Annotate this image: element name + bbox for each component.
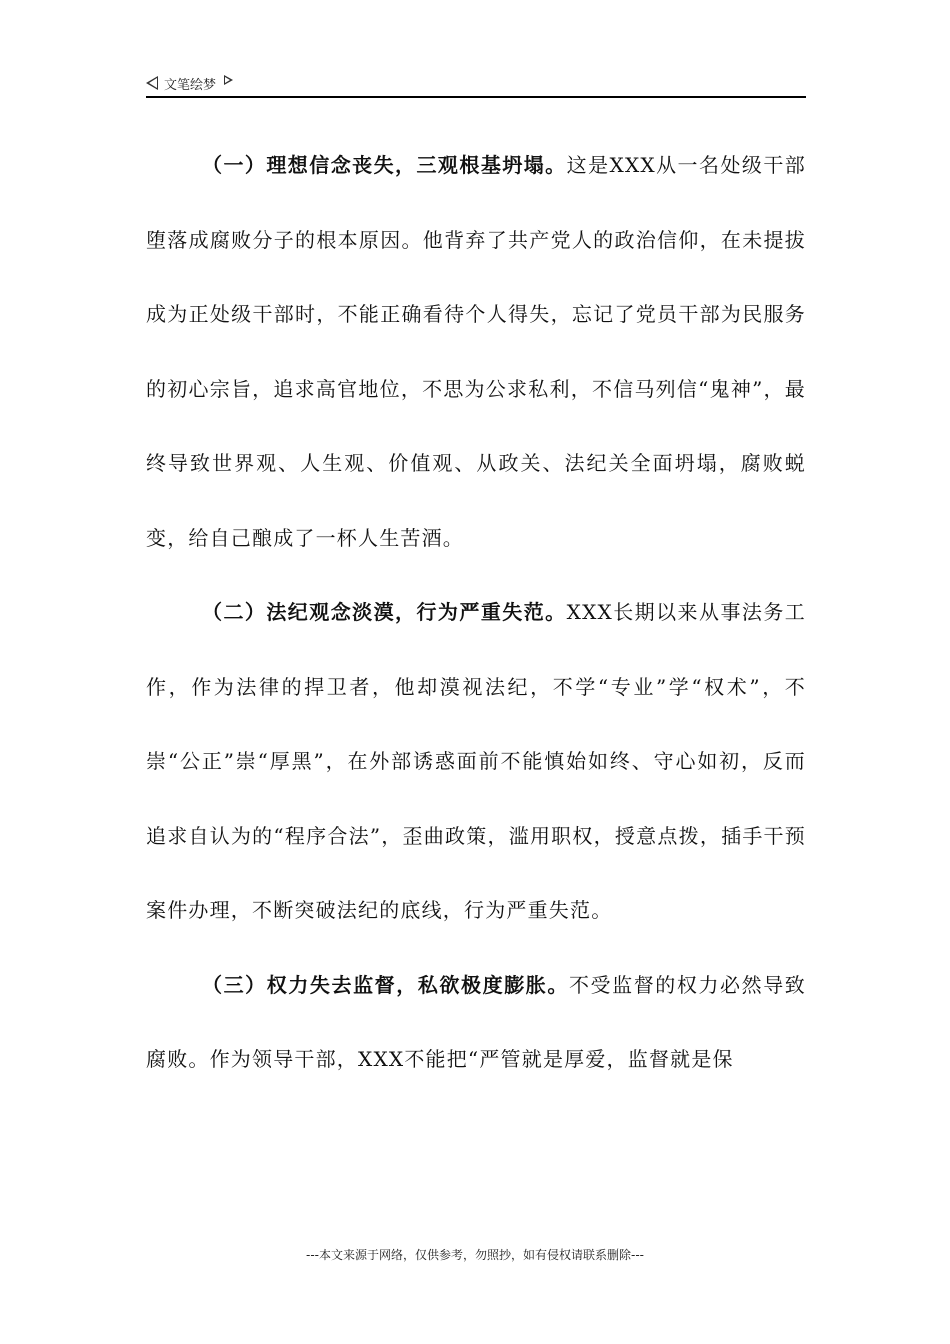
- paragraph-2: [146, 575, 806, 948]
- paragraph-3: [146, 948, 806, 1097]
- triangle-right-icon: [224, 75, 233, 85]
- paragraph-2-text: XXX长期以来从事法务工作，作为法律的捍卫者，他却漠视法纪，不学“专业”学“权术”，不崇“公正”崇“厚黑”，在外部诱惑面前不能慎始如终、守心如初，反而追求自认为的“程序合法”，歪曲政策，滥用职权，授意点拨，插手干预案件办理，不断突破法纪的底线，行为严重失范。: [146, 600, 806, 922]
- paragraph-1: [146, 128, 806, 575]
- paragraph-2-heading: （二）法纪观念淡漠，行为严重失范。: [202, 600, 567, 624]
- footer-notice: ---本文来源于网络，仅供参考，勿照抄，如有侵权请联系删除---: [306, 1248, 644, 1262]
- paragraph-3-heading: （三）权力失去监督，私欲极度膨胀。: [202, 972, 569, 997]
- paragraph-3-text: 不受监督的权力必然导致腐败。作为领导干部，XXX不能把“严管就是厚爱，监督就是保: [146, 972, 807, 1071]
- header-title: 文笔绘梦: [164, 77, 217, 93]
- header-row: [146, 72, 806, 94]
- document-body: [146, 128, 806, 1097]
- page-header: [146, 72, 806, 98]
- paragraph-1-heading: （一）理想信念丧失，三观根基坍塌。: [202, 153, 567, 177]
- paragraph-1-text: 这是XXX从一名处级干部堕落成腐败分子的根本原因。他背弃了共产党人的政治信仰，在未提拔成为正处级干部时，不能正确看待个人得失，忘记了党员干部为民服务的初心宗旨，追求高官地位，不思为公求私利，不信马列信“鬼神”，最终导致世界观、人生观、价值观、从政关、法纪关全面坍塌，腐败蜕变，给自己酿成了一杯人生苦酒。: [146, 153, 806, 550]
- triangle-left-icon: [146, 76, 158, 90]
